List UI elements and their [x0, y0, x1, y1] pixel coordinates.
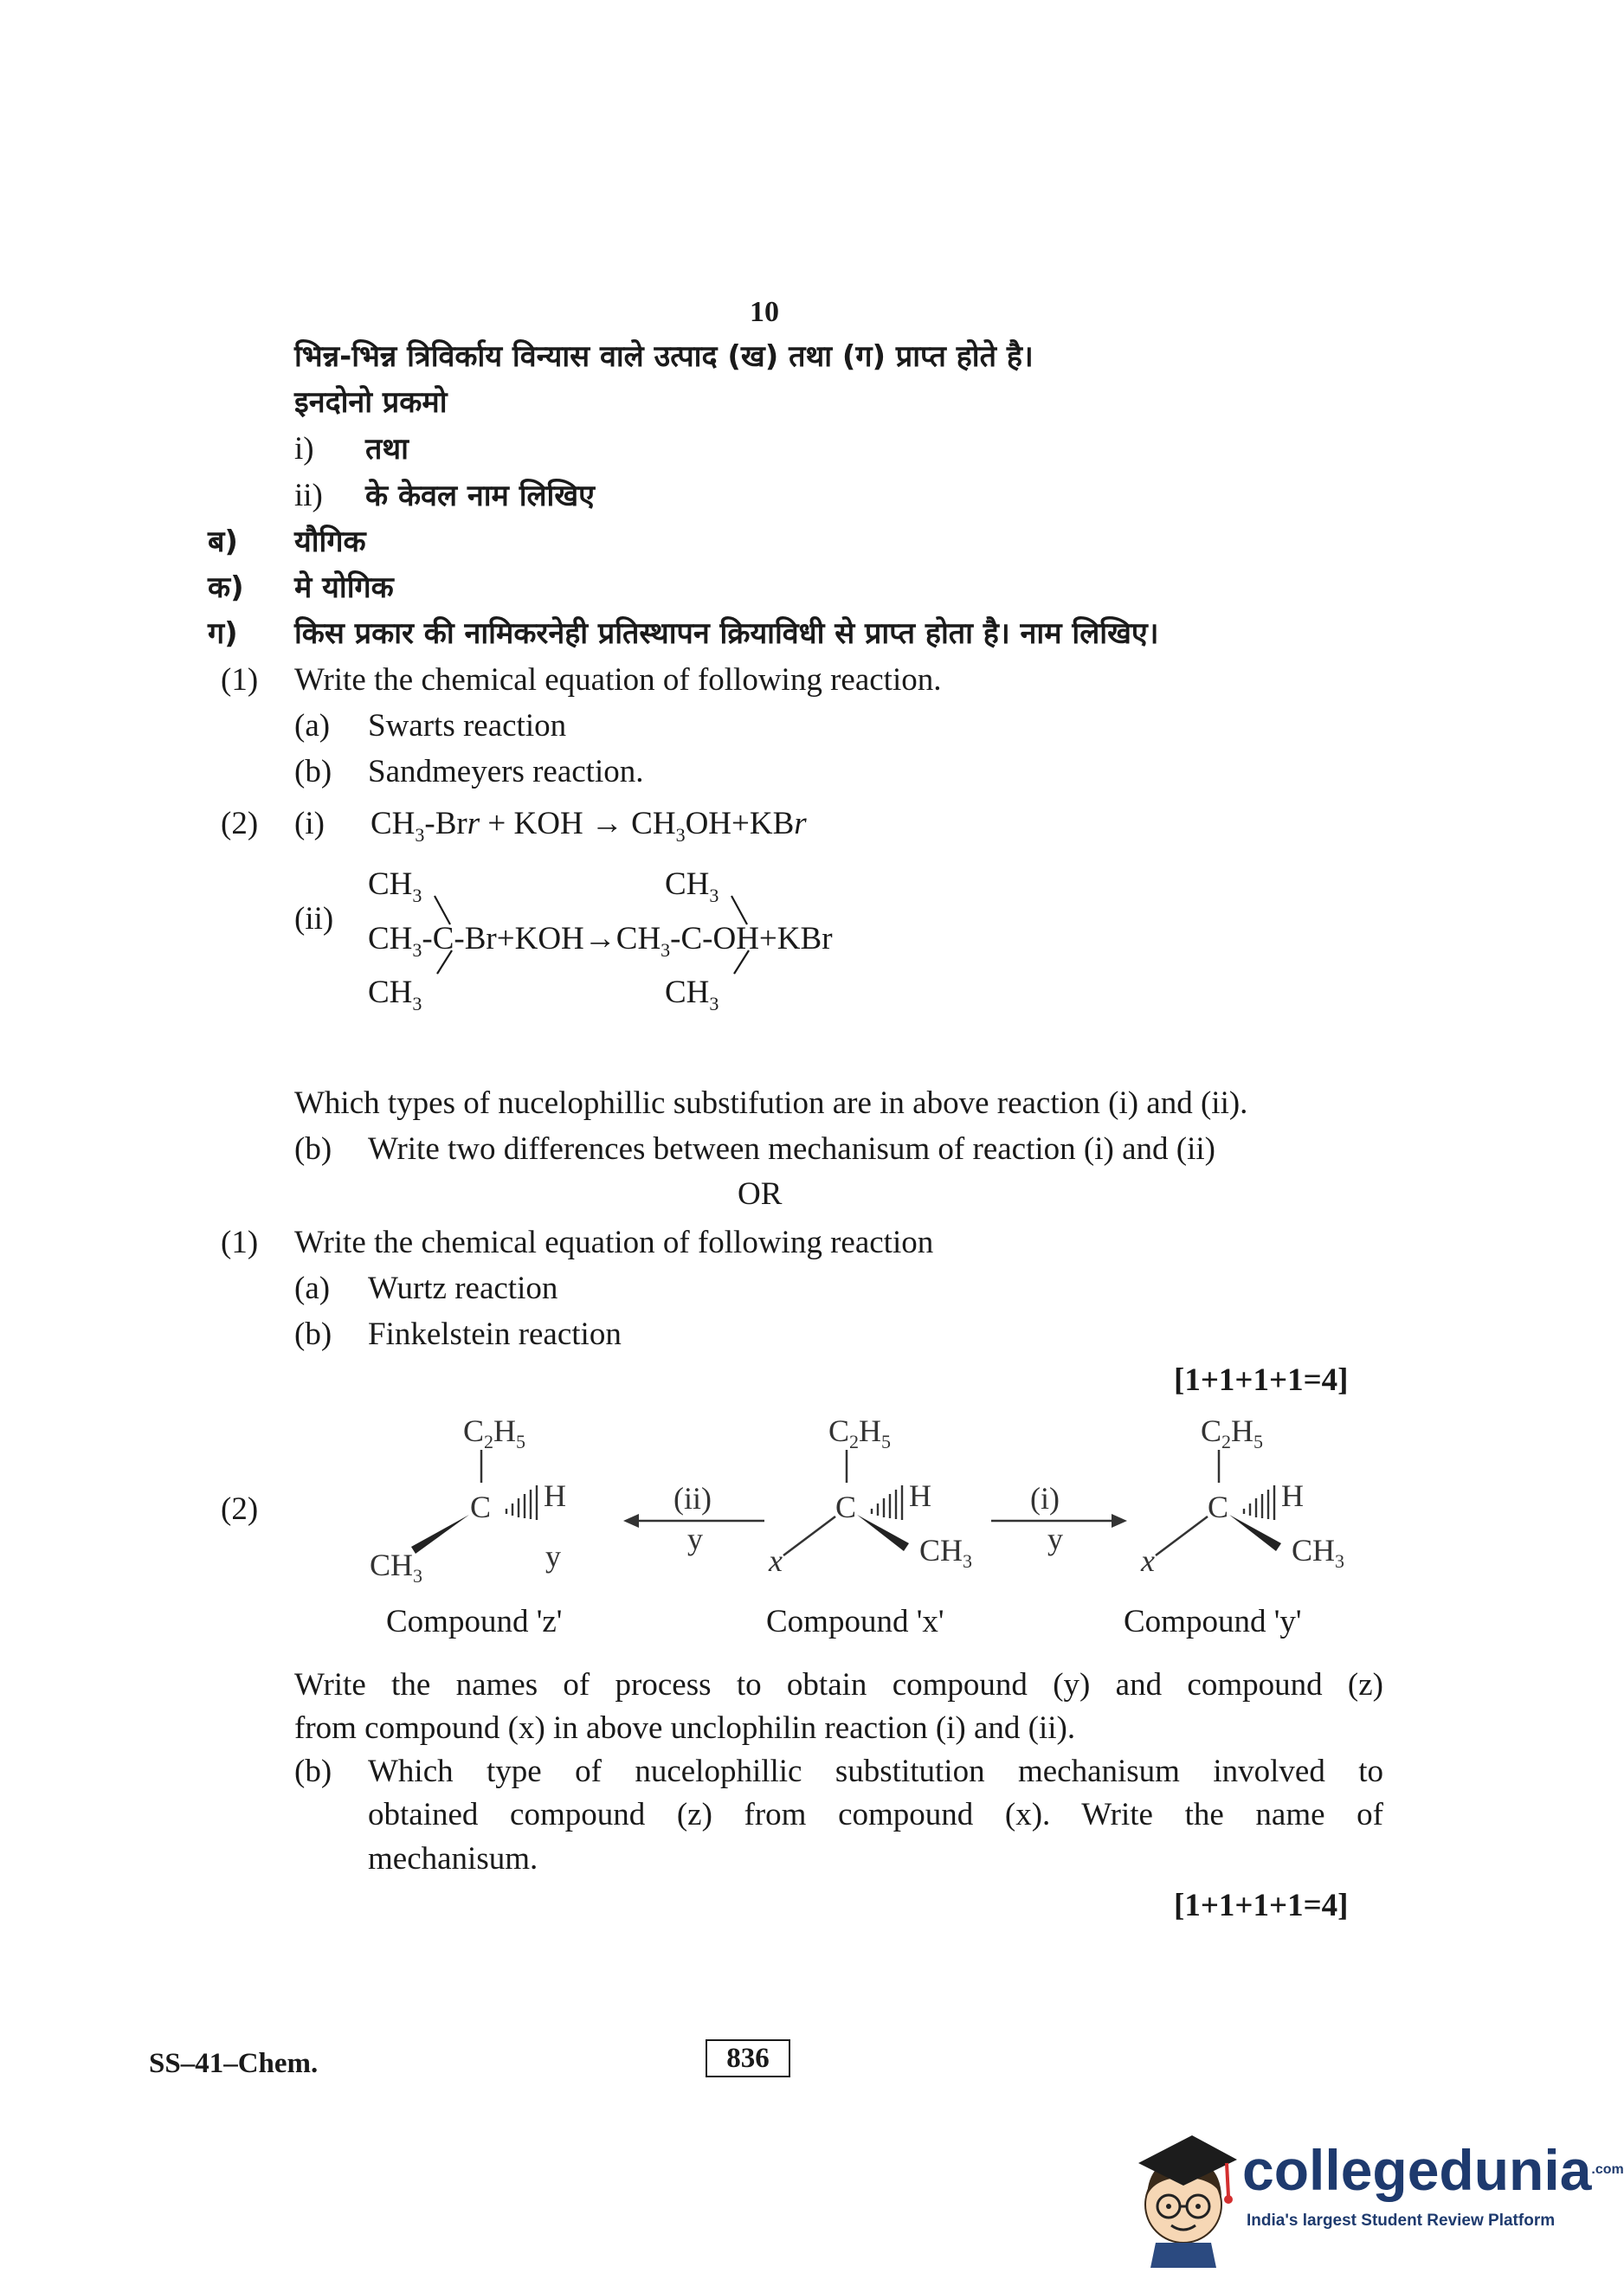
q2-alt-b-text-3: mechanisum.: [368, 1841, 538, 1877]
q1-text: Write the chemical equation of following reaction.: [294, 662, 942, 698]
hindi-ii-num: ii): [294, 478, 323, 513]
eq2-right-top-ch3: $CH_3$: [665, 866, 719, 906]
brand-name: collegedunia$^{.com}$: [1242, 2138, 1624, 2202]
svg-text:(i): (i): [1030, 1481, 1060, 1516]
svg-text:C: C: [1208, 1490, 1229, 1524]
svg-text:H: H: [909, 1478, 931, 1513]
hindi-line-1: भिन्न-भिन्न त्रिविर्काय विन्यास वाले उत्पाद (ख) तथा (ग) प्राप्त होते है।: [294, 339, 1034, 374]
svg-text:C: C: [835, 1490, 857, 1524]
svg-text:x: x: [1141, 1543, 1155, 1578]
hindi-ga-text: किस प्रकार की नामिकरनेही प्रतिस्थापन क्रियाविधी से प्राप्त होता है। नाम लिखिए।: [294, 616, 1159, 651]
svg-text:x: x: [769, 1543, 783, 1578]
q2-number: (2): [221, 806, 259, 841]
hindi-ka-text: मे योगिक: [294, 570, 394, 605]
svg-text:(ii): (ii): [673, 1481, 712, 1516]
q2-alt-text-1: Write the names of process to obtain compound (y) and compound (z): [294, 1667, 1383, 1703]
compound-x-structure: [768, 1413, 972, 1578]
q1-number: (1): [221, 662, 259, 698]
q1-a-number: (a): [294, 708, 331, 744]
q1-a-text: Swarts reaction: [368, 708, 567, 744]
q1-b-text: Sandmeyers reaction.: [368, 754, 644, 789]
page-number: 10: [750, 296, 779, 328]
compound-z-structure: [370, 1413, 566, 1587]
eq2-left-middle: $CH_3-C-Br+KOH\to CH_3-C-OH+KBr$: [368, 921, 833, 961]
or-separator: OR: [738, 1176, 783, 1212]
hindi-ba-text: यौगिक: [294, 525, 366, 559]
svg-text:CH3: $CH_3$: [370, 1548, 423, 1587]
q2-ii-number: (ii): [294, 901, 334, 937]
svg-text:C: C: [470, 1490, 492, 1524]
q2-alt-b-text-2: obtained compound (z) from compound (x). Write the name of: [368, 1797, 1383, 1832]
q2-i-number: (i): [294, 806, 325, 841]
q2-alt-b-text-1: Which type of nucelophillic substitution mechanisum involved to: [368, 1754, 1383, 1789]
svg-text:C2H5: $C_2H_5$: [1201, 1413, 1264, 1452]
q1-b-number: (b): [294, 754, 332, 789]
brand-tagline: India's largest Student Review Platform: [1247, 2212, 1556, 2230]
svg-text:H: H: [1281, 1478, 1304, 1513]
compound-y-label: Compound 'y': [1124, 1604, 1302, 1639]
q2-alt-b-number: (b): [294, 1754, 332, 1789]
svg-text:CH3: $CH_3$: [919, 1533, 973, 1572]
svg-text:y: y: [1047, 1522, 1063, 1556]
hindi-ii-text: के केवल नाम लिखिए: [365, 479, 595, 513]
svg-text:H: H: [544, 1478, 566, 1513]
hindi-i-text: तथा: [365, 432, 409, 467]
hindi-ka-num: क): [208, 570, 244, 605]
q2-alt-text-2: from compound (x) in above unclophilin reaction (i) and (ii).: [294, 1710, 1076, 1746]
hindi-line-2: इनदोनो प्रकमो: [294, 385, 448, 420]
q1-alt-a-number: (a): [294, 1271, 331, 1306]
q1-alt-number: (1): [221, 1225, 259, 1260]
eq2-bond-lines: [0, 0, 1546, 1082]
reaction-scheme: [329, 1398, 1385, 1640]
collegedunia-logo: [1130, 2125, 1624, 2268]
compound-y-structure: [1140, 1413, 1344, 1578]
footer-code: SS–41–Chem.: [149, 2048, 319, 2079]
q1-alt-text: Write the chemical equation of following reaction: [294, 1225, 934, 1260]
hindi-i-num: i): [294, 431, 314, 467]
svg-text:C2H5: $C_2H_5$: [828, 1413, 892, 1452]
page-number-box: 836: [706, 2039, 790, 2077]
q2-b-text: Write two differences between mechanisum of reaction (i) and (ii): [368, 1131, 1215, 1167]
svg-text:C2H5: $C_2H_5$: [463, 1413, 526, 1452]
equation-1: $CH_3$-Brr + KOH → $CH_3OH+KBr$: [371, 806, 807, 846]
eq2-right-bottom-ch3: $CH_3$: [665, 975, 719, 1014]
compound-x-label: Compound 'x': [766, 1604, 944, 1639]
eq2-left-top-ch3: $CH_3$: [368, 866, 422, 906]
q2-b-number: (b): [294, 1131, 332, 1167]
marks-label-1: [1+1+1+1=4]: [1174, 1362, 1349, 1398]
hindi-ga-num: ग): [208, 616, 238, 651]
compound-z-label: Compound 'z': [386, 1604, 563, 1639]
hindi-ba-num: ब): [208, 525, 238, 559]
svg-text:y: y: [545, 1539, 561, 1574]
svg-text:CH3: $CH_3$: [1292, 1533, 1345, 1572]
eq2-left-bottom-ch3: $CH_3$: [368, 975, 422, 1014]
svg-text:y: y: [687, 1522, 703, 1556]
q2-question: Which types of nucelophillic substifution are in above reaction (i) and (ii).: [294, 1085, 1248, 1121]
q1-alt-a-text: Wurtz reaction: [368, 1271, 558, 1306]
arrow-ii: [623, 1481, 764, 1556]
q2-alt-number: (2): [221, 1491, 259, 1527]
q1-alt-b-number: (b): [294, 1317, 332, 1352]
q1-alt-b-text: Finkelstein reaction: [368, 1317, 622, 1352]
marks-label-2: [1+1+1+1=4]: [1174, 1888, 1349, 1923]
mascot-icon: [1130, 2125, 1242, 2268]
arrow-i: [991, 1481, 1127, 1556]
